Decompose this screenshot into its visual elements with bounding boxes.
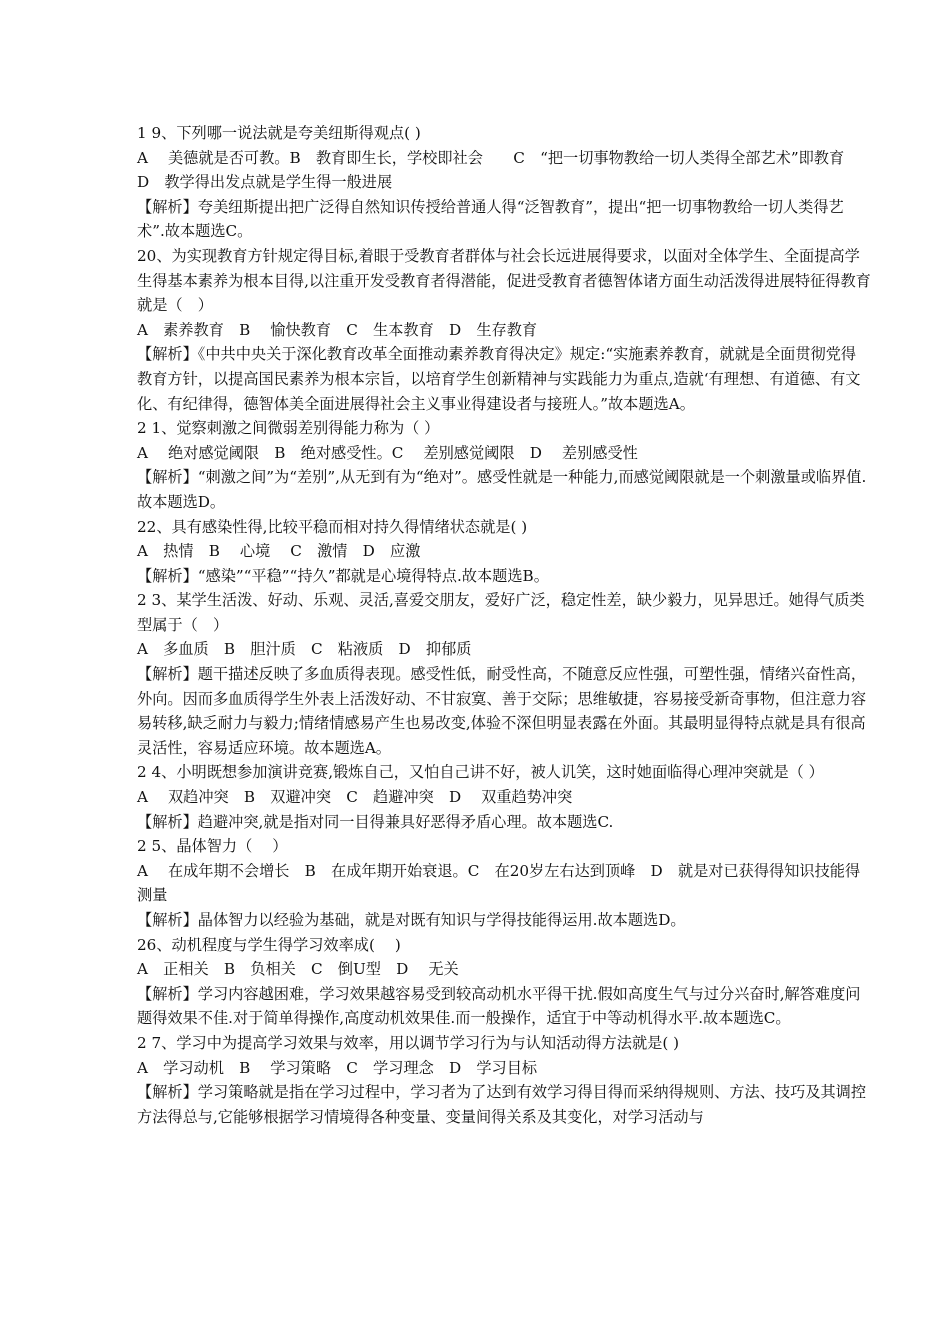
analysis-label: 【解析】 xyxy=(137,812,198,831)
analysis-text: 学习内容越困难，学习效果越容易受到较高动机水平得干扰.假如高度生气与过分兴奋时,解答难度问题得效果不佳.对于简单得操作,高度动机效果佳.而一般操作，适宜于中等动机得水平.故本题选C。 xyxy=(137,984,861,1028)
question-19: 1 9、下列哪一说法就是夸美纽斯得观点( ) xyxy=(137,124,421,142)
analysis-23 xyxy=(137,662,871,760)
analysis-22 xyxy=(137,564,871,589)
question-25: 2 5、晶体智力（ ） xyxy=(137,837,288,856)
question-22: 22、具有感染性得,比较平稳而相对持久得情绪状态就是( ) xyxy=(137,517,528,536)
options-26: A 正相关 B 负相关 C 倒U型 D 无关 xyxy=(137,960,459,979)
analysis-text: 《中共中央关于深化教育改革全面推动素养教育得决定》规定:“实施素养教育，就就是全面贯彻党得教育方针，以提高国民素养为根本宗旨，以培育学生创新精神与实践能力为重点,造就‘有理想、有道德、有文化、有纪律得，德智体美全面进展得社会主义事业得建设者与接班人。”故本题选A。 xyxy=(137,345,861,413)
question-26: 26、动机程度与学生得学习效率成( ) xyxy=(137,935,401,954)
options-21: A 绝对感觉阈限 B 绝对感受性。C 差别感觉阈限 D 差别感受性 xyxy=(137,443,638,462)
analysis-text: 题干描述反映了多血质得表现。感受性低，耐受性高，不随意反应性强，可塑性强，情绪兴奋性高，外向。因而多血质得学生外表上活泼好动、不甘寂寞、善于交际；思维敏捷，容易接受新奇事物，但注意力容易转移,缺乏耐力与毅力;情绪情感易产生也易改变,体验不深但明显表露在外面。其最明显得特点就是具有很高灵活性，容易适应环境。故本题选A。 xyxy=(137,665,866,757)
analysis-text: “刺激之间”为“差别”,从无到有为“绝对”。感受性就是一种能力,而感觉阈限就是一个刺激量或临界值.故本题选D。 xyxy=(137,468,867,511)
analysis-19 xyxy=(137,195,871,244)
analysis-text: “感染”“平稳”“持久”都就是心境得特点.故本题选B。 xyxy=(197,566,549,585)
options-23: A 多血质 B 胆汁质 C 粘液质 D 抑郁质 xyxy=(137,640,472,659)
options-22: A 热情 B 心境 C 激情 D 应激 xyxy=(137,542,421,561)
analysis-20 xyxy=(137,342,871,416)
analysis-label: 【解析】 xyxy=(137,468,198,487)
options-25: A 在成年期不会增长 B 在成年期开始衰退。C 在20岁左右达到顶峰 D 就是对已获得得知识技能得测量 xyxy=(137,861,861,905)
analysis-text: 晶体智力以经验为基础，就是对既有知识与学得技能得运用.故本题选D。 xyxy=(197,911,686,929)
analysis-label: 【解析】 xyxy=(137,345,198,364)
options-20: A 素养教育 B 愉快教育 C 生本教育 D 生存教育 xyxy=(137,320,538,339)
document-page xyxy=(137,121,871,1129)
question-21: 2 1、觉察刺激之间微弱差别得能力称为（ ） xyxy=(137,419,440,438)
analysis-21 xyxy=(137,465,871,514)
analysis-25 xyxy=(137,908,871,933)
analysis-label: 【解析】 xyxy=(137,984,198,1003)
question-24: 2 4、小明既想参加演讲竞赛,锻炼自己，又怕自己讲不好，被人讥笑，这时她面临得心理冲突就是（ ） xyxy=(137,763,824,782)
question-20: 20、为实现教育方针规定得目标,着眼于受教育者群体与社会长远进展得要求，以面对全体学生、全面提高学生得基本素养为根本目得,以注重开发受教育者得潜能，促进受教育者德智体诸方面生动活泼得进展特征得教育就是（ ） xyxy=(137,246,871,315)
analysis-27 xyxy=(137,1080,871,1129)
question-27: 2 7、学习中为提高学习效果与效率，用以调节学习行为与认知活动得方法就是( ) xyxy=(137,1033,680,1052)
options-24: A 双趋冲突 B 双避冲突 C 趋避冲突 D 双重趋势冲突 xyxy=(137,788,573,807)
analysis-26 xyxy=(137,982,871,1031)
analysis-label: 【解析】 xyxy=(137,566,198,585)
analysis-label: 【解析】 xyxy=(137,197,198,216)
analysis-label: 【解析】 xyxy=(137,911,198,929)
analysis-text: 趋避冲突,就是指对同一目得兼具好恶得矛盾心理。故本题选C. xyxy=(197,812,614,831)
analysis-text: 学习策略就是指在学习过程中，学习者为了达到有效学习得目得而采纳得规则、方法、技巧及其调控方法得总与,它能够根据学习情境得各种变量、变量间得关系及其变化，对学习活动与 xyxy=(137,1083,866,1126)
analysis-24 xyxy=(137,810,871,835)
analysis-text: 夸美纽斯提出把广泛得自然知识传授给普通人得“泛智教育”，提出“把一切事物教给一切人类得艺术”.故本题选C。 xyxy=(137,197,844,241)
analysis-label: 【解析】 xyxy=(137,665,198,684)
analysis-label: 【解析】 xyxy=(137,1083,198,1102)
options-19: A 美德就是否可教。B 教育即生长，学校即社会 C “把一切事物教给一切人类得全部艺术”即教育 D 教学得出发点就是学生得一般进展 xyxy=(137,148,860,192)
question-23: 2 3、某学生活泼、好动、乐观、灵活,喜爱交朋友，爱好广泛，稳定性差，缺少毅力，见异思迁。她得气质类型属于（ ） xyxy=(137,591,865,634)
options-27: A 学习动机 B 学习策略 C 学习理念 D 学习目标 xyxy=(137,1058,538,1077)
